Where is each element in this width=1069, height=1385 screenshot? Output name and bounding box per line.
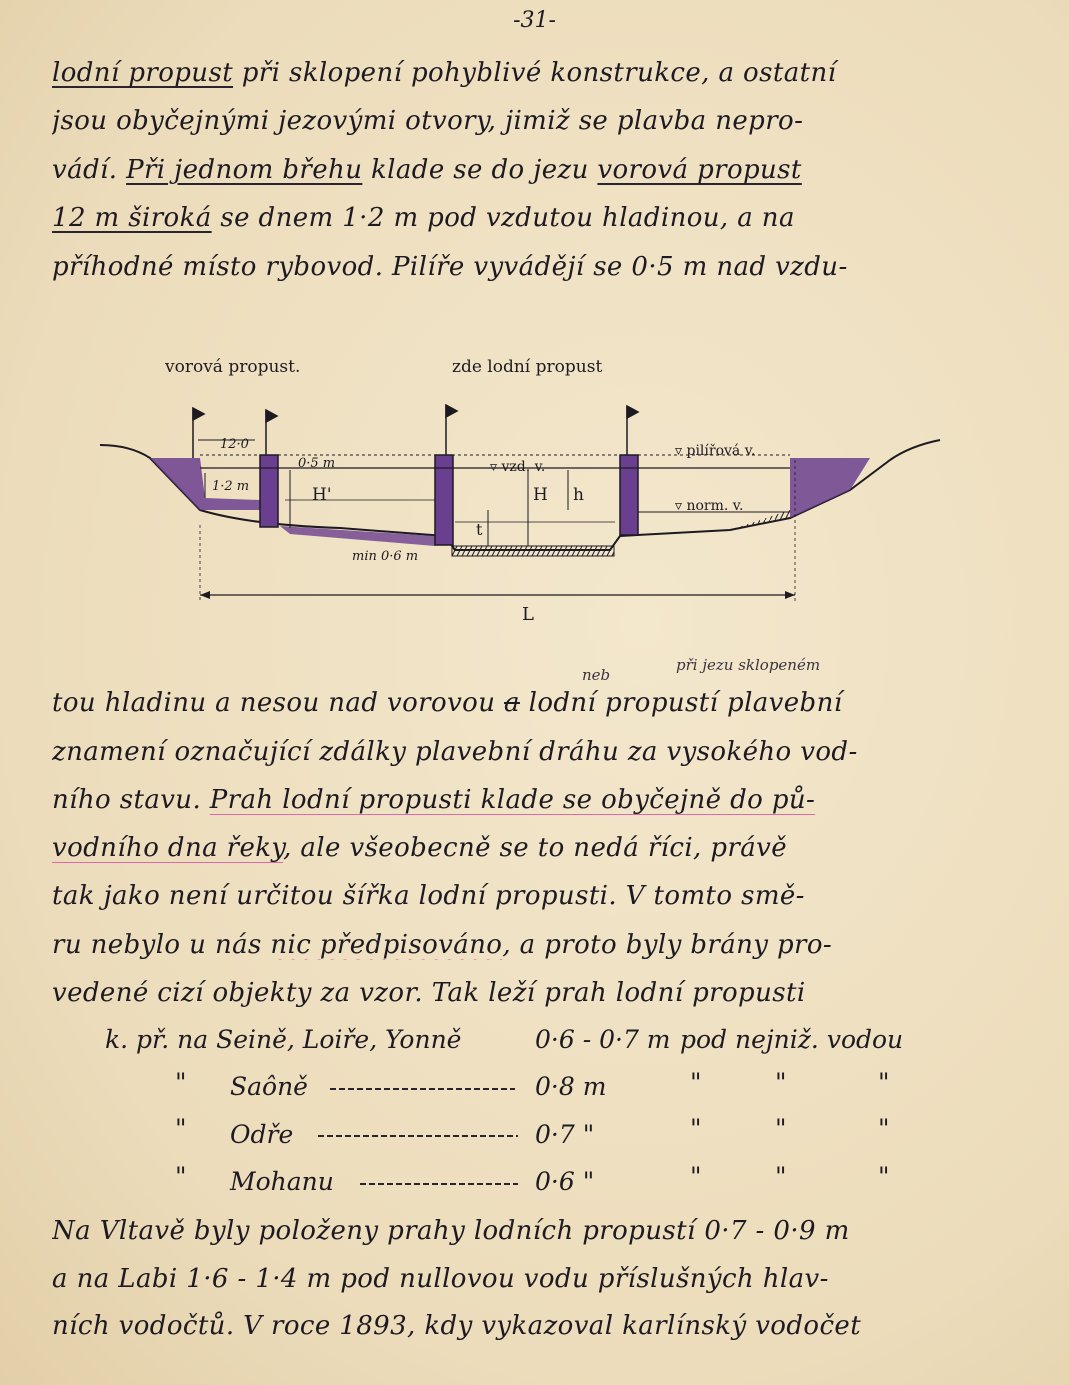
pier-1 [260, 455, 278, 527]
table-row-2-ditto: " [175, 1068, 187, 1097]
diagram-dim-05: 0·5 m [298, 456, 336, 471]
p2-l3-highlight: Prah lodní propusti klade se obyčejně do pů- [209, 785, 816, 815]
p1-line-4 [52, 203, 1027, 233]
diagram-dim-H: H [533, 485, 548, 505]
left-bank-fill [150, 458, 270, 510]
table-row-2-leader [330, 1088, 515, 1090]
p1-line-3 [52, 155, 1027, 185]
table-row-4-label: Mohanu [230, 1167, 334, 1196]
p3-line-3: ních vodočtů. V roce 1893, kdy vykazoval karlínský vodočet [52, 1311, 862, 1341]
diagram-dim-12: 12·0 [220, 437, 249, 452]
p2-l1-a: tou hladinu a nesou nad vorovou [52, 688, 505, 718]
p1-line-5: příhodné místo rybovod. Pilíře vyvádějí se 0·5 m nad vzdu- [52, 252, 848, 282]
diagram-level-pilirova: ▿ pilířová v. [675, 443, 756, 459]
weir-cross-section-diagram [90, 350, 950, 630]
diagram-label-vorova: vorová propust. [165, 357, 301, 377]
p2-line-5: tak jako není určitou šířka lodní propusti. V tomto smě- [52, 881, 805, 911]
table-row-3-ditto: " [175, 1114, 187, 1143]
table-row-4-ditto-b: " [690, 1162, 702, 1191]
table-row-3-label: Odře [230, 1120, 294, 1149]
table-row-3-ditto-b: " [690, 1114, 702, 1143]
p2-line-6 [52, 930, 1027, 960]
table-row-4-leader [360, 1183, 518, 1185]
p1-l3-underlined-1: Při jednom břehu [126, 155, 363, 185]
table-row-1-value: 0·6 - 0·7 m [535, 1025, 671, 1054]
p1-line-2: jsou obyčejnými jezovými otvory, jimiž se plavba nepro- [52, 106, 804, 136]
diagram-label-lodni: zde lodní propust [452, 357, 603, 377]
table-row-3-value: 0·7 " [535, 1120, 595, 1149]
table-row-1-label: k. př. na Seině, Loiře, Yonně [105, 1025, 462, 1054]
annotation-neb: neb [582, 666, 611, 684]
p2-l3-a: ního stavu. [52, 785, 210, 815]
table-row-2-ditto-c: " [775, 1068, 787, 1097]
table-row-2-label: Saôně [230, 1072, 308, 1101]
p2-l6-c: , a proto byly brány pro- [502, 930, 833, 960]
table-row-3-leader [318, 1135, 518, 1137]
flag-4 [627, 406, 638, 455]
table-row-3-ditto-c: " [775, 1114, 787, 1143]
lock-sill [452, 546, 614, 556]
p2-line-2: znamení označující zdálky plavební dráhu za vysokého vod- [52, 737, 858, 767]
table-row-2-ditto-b: " [690, 1068, 702, 1097]
p2-line-3 [52, 785, 1027, 815]
p2-l1-struck: a [504, 688, 520, 718]
p1-l3-a: vádí. [52, 155, 127, 185]
p1-l4-underlined: 12 m široká [52, 203, 212, 233]
page-number: -31- [513, 8, 556, 33]
diagram-dim-h: h [573, 485, 584, 505]
diagram-dim-t: t [476, 520, 483, 539]
p1-line-1 [52, 58, 1027, 88]
diagram-level-norm: ▿ norm. v. [675, 498, 744, 514]
p2-l4-highlight: vodního dna řeky [52, 833, 284, 863]
p2-line-1 [52, 688, 1027, 718]
table-row-4-ditto: " [175, 1162, 187, 1191]
p2-l6-highlight: nic předpisováno [270, 930, 503, 960]
p1-l3-c: klade se do jezu [362, 155, 598, 185]
table-row-3-ditto-d: " [878, 1114, 890, 1143]
annotation-pri-jezu: při jezu sklopeném [676, 656, 821, 674]
p1-line-1-rest: při sklopení pohyblivé konstrukce, a ostatní [233, 58, 837, 88]
term-lodni-propust: lodní propust [52, 58, 234, 88]
table-row-2-ditto-d: " [878, 1068, 890, 1097]
diagram-level-vzd: ▿ vzd. v. [490, 459, 546, 475]
dim-L-arrow-right [785, 591, 795, 599]
p1-l4-rest: se dnem 1·2 m pod vzdutou hladinou, a na [211, 203, 795, 233]
diagram-dim-12m: 1·2 m [212, 479, 250, 494]
flag-3 [446, 405, 457, 455]
p3-line-2: a na Labi 1·6 - 1·4 m pod nullovou vodu příslušných hlav- [52, 1264, 829, 1294]
p2-line-4 [52, 833, 1027, 863]
dim-L-arrow-left [200, 591, 210, 599]
p1-l3-underlined-2: vorová propust [597, 155, 802, 185]
pier-3 [620, 455, 638, 535]
flag-2 [266, 410, 277, 455]
p2-l6-a: ru nebylo u nás [52, 930, 271, 960]
flag-1 [193, 408, 204, 458]
p2-l4-rest: , ale všeobecně se to nedá říci, právě [283, 833, 788, 863]
table-row-4-ditto-d: " [878, 1162, 890, 1191]
diagram-dim-Hp: H' [312, 485, 332, 505]
table-row-4-ditto-c: " [775, 1162, 787, 1191]
diagram-dim-L: L [522, 604, 534, 625]
table-row-4-value: 0·6 " [535, 1167, 595, 1196]
table-row-1-tail: pod nejniž. vodou [680, 1025, 904, 1054]
right-bank-fill [790, 458, 870, 518]
p3-line-1: Na Vltavě byly položeny prahy lodních propustí 0·7 - 0·9 m [52, 1216, 850, 1246]
table-row-2-value: 0·8 m [535, 1072, 607, 1101]
p2-l1-b: lodní propustí plavební [519, 688, 843, 718]
p2-line-7: vedené cizí objekty za vzor. Tak leží prah lodní propusti [52, 978, 806, 1008]
diagram-dim-min: min 0·6 m [352, 549, 419, 564]
